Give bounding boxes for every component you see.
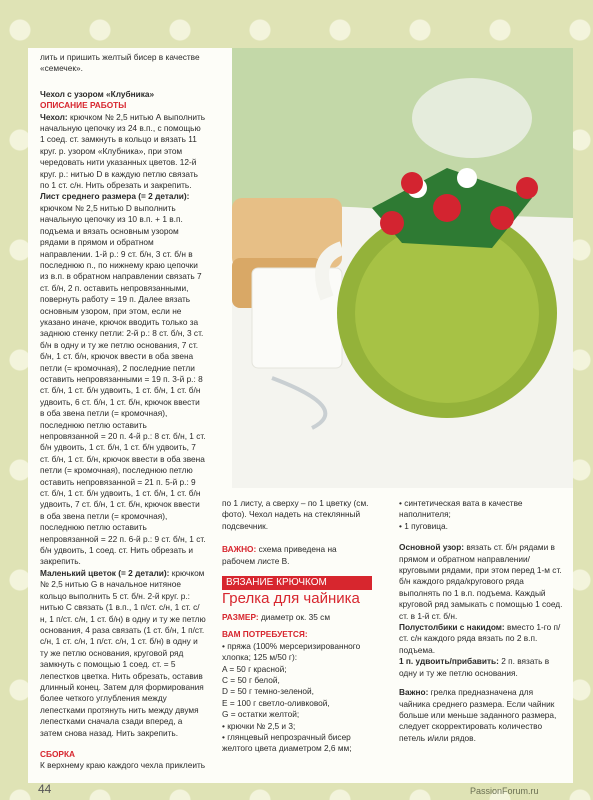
middle-column-list (222, 612, 372, 755)
paragraph: 1 п. удвоить/прибавить: 2 п. вязать в одну и ту же петлю основания. (399, 656, 550, 678)
list-item: A = 50 г красной; (222, 663, 287, 674)
paragraph: Основной узор: вязать ст. б/н рядами в прямом и обратном направлении/круговыми рядами, при этом перед 1-м ст. б/н каждого ряда/кругового ряда выполнять по 1 в.п. подъема. Каждый круговой ряд замыкать с помощью 1 соед. ст. в 1-й ст. б/н. (399, 542, 563, 621)
teapot-cosy-photo (232, 48, 573, 488)
work-title: ОПИСАНИЕ РАБОТЫ (40, 100, 127, 111)
paragraph: К верхнему краю каждого чехла приклеить (40, 760, 206, 771)
paragraph: ВАЖНО: схема приведена на рабочем листе В. (222, 544, 337, 566)
list-item: D = 50 г темно-зеленой, (222, 686, 314, 697)
left-column (40, 52, 206, 772)
paragraph: по 1 листу, а сверху – по 1 цветку (см. фото). Чехол надеть на стеклянный подсвечник. (222, 498, 369, 531)
list-item: • 1 пуговица. (399, 520, 448, 531)
list-item: • глянцевый непрозрачный бисер желтого цвета диаметром 2,6 мм; (222, 732, 352, 754)
list-item: C = 50 г белой, (222, 675, 280, 686)
paragraph: Лист среднего размера (= 2 детали): крючком № 2,5 нитью D выполнить начальную цепочку из 10 в.п. + 1 в.п. подъема и вязать основным узором рядами в прямом и обратном направлении. 1-й р.: 9 ст. б/н, 3 ст. б/н в последнюю п., по нижнему краю цепочки из в.п. в обратном направлении связать 7 ст. б/н, 2 п. оставить непровязанными, повернуть работу = 19 п. Далее вязать основным узором, при этом, если не указано иначе, крючок вводить только за заднюю стенку петли: 2-й р.: 8 ст. б/н, 3 ст. б/н в одну и ту же петлю основания, 7 ст. б/н, 1 ст. б/н, крючок ввести в оба звена петли (= кромочная), 2 последние петли оставить непровязанными = 19 п. 3-й р.: 8 ст. б/н, 1 ст. б/н удвоить, 1 ст. б/н, 1 ст. б/н удвоить, 6 ст. б/н, 1 ст. б/н, крючок ввести в оба звена петли (= кромочная), последнюю петлю оставить непровязанной = 20 п. 4-й р.: 8 ст. б/н, 1 ст. б/н удвоить, 1 ст. б/н, 1 ст. б/н удвоить, 7 ст. б/н, 1 ст. б/н, крючок ввести в оба звена петли (= кромочная), последнюю петлю оставить непровязанной = 21 п. 5-й р.: 9 ст. б/н, 1 ст. б/н удвоить, 1 ст. б/н, 1 ст. б/н удвоить, 7 ст. б/н, 1 ст. б/н, крючок ввести в оба звена петли (= кромочная), последнюю петлю оставить непровязанной = 22 п. 6-й р.: 9 ст. б/н, 1 ст. б/н удвоить, 1 соед. ст. Нить обрезать и закрепить. (40, 191, 206, 567)
photo-illustration (232, 48, 573, 488)
assembly-title: СБОРКА (40, 748, 75, 759)
section-tag: ВЯЗАНИЕ КРЮЧКОМ (222, 576, 372, 590)
paragraph: лить и пришить желтый бисер в качестве «семечек». (40, 52, 200, 74)
list-item: G = остатки желтой; (222, 709, 300, 720)
right-column (399, 498, 565, 744)
middle-column (222, 498, 372, 567)
materials-title: ВАМ ПОТРЕБУЕТСЯ: (222, 629, 308, 640)
list-item: • пряжа (100% мерсеризированного хлопка; 125 м/50 г): (222, 640, 361, 663)
page-number: 44 (38, 782, 52, 796)
paragraph: Важно: грелка предназначена для чайника среднего размера. Если чайник больше или меньше заданного размера, следует скорректировать количество петель и/или рядов. (399, 687, 557, 743)
paragraph: Маленький цветок (= 2 детали): крючком № 2,5 нитью G в начальное нитяное кольцо выполнить 5 ст. б/н. 2-й круг. р.: нитью С связать (1 в.п., 1 п/ст. с/н, 1 ст. с/н, 1 п/ст. с/н, 1 ст. б/н) в одну и ту же петлю основания, 4 раза связать (1 ст. б/н, 1 п/ст. с/н, 1 ст. с/н, 1 п/ст. с/н, 1 ст. б/н) в одну и ту же петлю основания, круговой ряд замкнуть с помощью 1 соед. ст. = 5 лепестков цветка. Нить обрезать, оставив длинный конец. Затем для формирования более четкого углубления между лепестками протянуть нить между двумя лепестками сначала сзади вперед, а затем снова назад. Нить закрепить. (40, 567, 206, 738)
cover-title: Чехол с узором «Клубника» (40, 88, 155, 99)
list-item: E = 100 г светло-оливковой, (222, 697, 330, 708)
site-watermark: PassionForum.ru (470, 786, 539, 796)
paragraph: Чехол: крючком № 2,5 нитью А выполнить начальную цепочку из 24 в.п., с помощью 1 соед. ст. замкнуть в кольцо и вязать 11 круг. р. узором «Клубника», при этом чередовать нити указанных цветов. 12-й круг. р.: нитью D в каждую петлю связать по 1 ст. с/н. Нить обрезать и закрепить. (40, 111, 206, 191)
article-heading: Грелка для чайника (222, 590, 360, 607)
list-item: • синтетическая вата в качестве наполнителя; (399, 498, 523, 520)
paragraph: РАЗМЕР: диаметр ок. 35 см (222, 612, 331, 622)
list-item: • крючки № 2,5 и 3; (222, 720, 296, 731)
paragraph: Полустолбики с накидом: вместо 1-го п/ст. с/н каждого ряда вязать по 2 в.п. подъема. (399, 622, 561, 655)
